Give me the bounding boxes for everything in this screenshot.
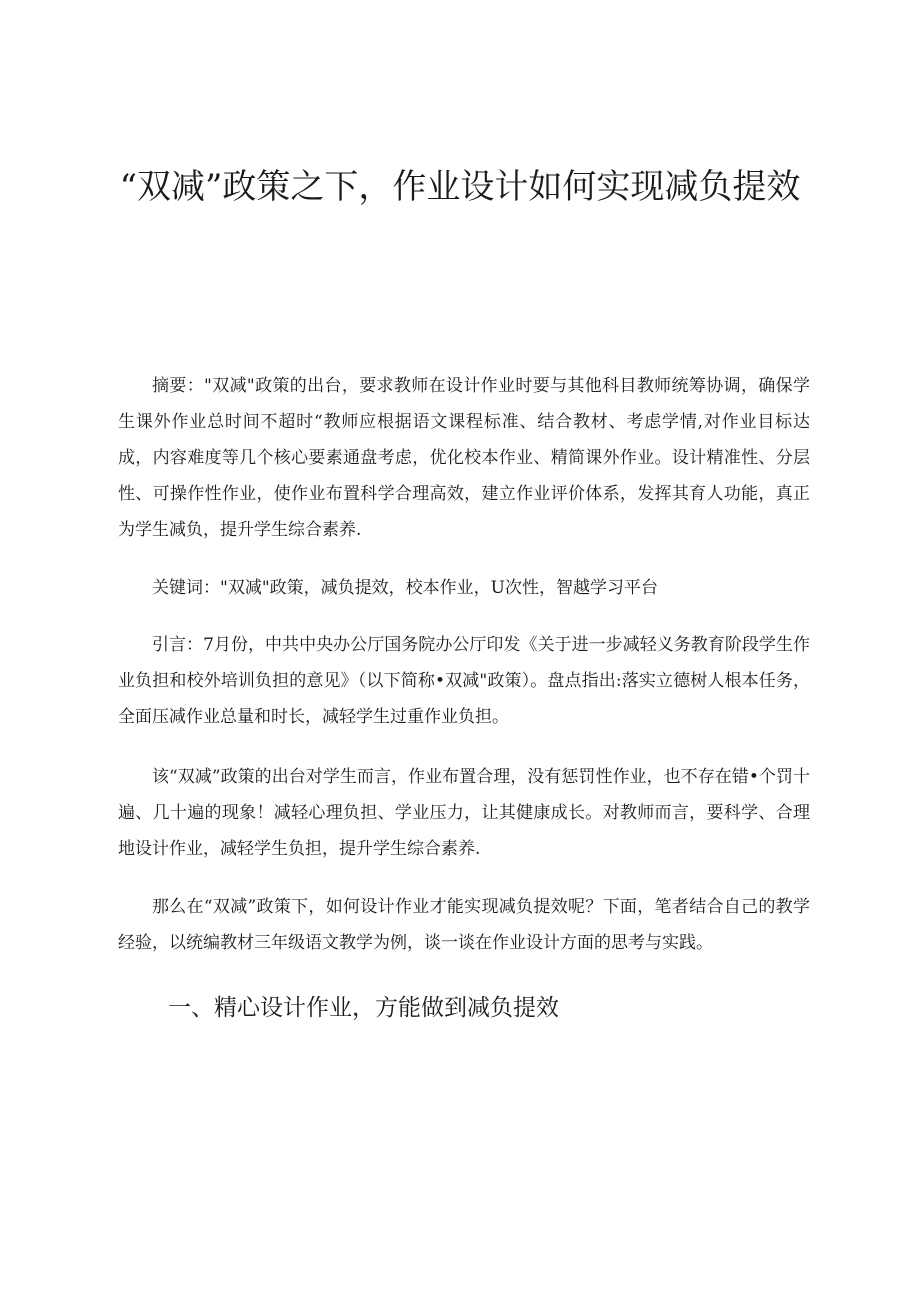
body-paragraph-3: 那么在“双减”政策下，如何设计作业才能实现减负提效呢？下面，笔者结合自己的教学经验，以统编教材三年级语文教学为例，谈一谈在作业设计方面的思考与实践。 — [118, 897, 810, 953]
document-title: “双减”政策之下，作业设计如何实现减负提效 — [119, 167, 801, 207]
section-heading-1: 一、精心设计作业，方能做到减负提效 — [168, 995, 559, 1021]
intro-paragraph: 引言：7月份，中共中央办公厅国务院办公厅印发《关于进一步减轻义务教育阶段学生作业负担和校外培训负担的意见》（以下简称•双减"政策）。盘点指出:落实立德树人根本任务，全面压减作业总量和时长，减轻学生过重作业负担。 — [118, 635, 810, 727]
body-paragraph-2: 该“双减”政策的出台对学生而言，作业布置合理，没有惩罚性作业，也不存在错•个罚十遍、几十遍的现象！减轻心理负担、学业压力，让其健康成长。对教师而言，要科学、合理地设计作业，减轻学生负担，提升学生综合素养. — [118, 767, 810, 859]
abstract-paragraph: 摘要："双减"政策的出台，要求教师在设计作业时要与其他科目教师统筹协调，确保学生课外作业总时间不超时“教师应根据语文课程标准、结合教材、考虑学情,对作业目标达成，内容难度等几个核心要素通盘考虑，优化校本作业、精简课外作业。设计精准性、分层性、可操作性作业，使作业布置科学合理高效，建立作业评价体系，发挥其育人功能，真正为学生减负，提升学生综合素养. — [118, 376, 810, 540]
keywords-paragraph: 关键词："双减"政策，减负提效，校本作业，U次性，智越学习平台 — [152, 578, 658, 598]
